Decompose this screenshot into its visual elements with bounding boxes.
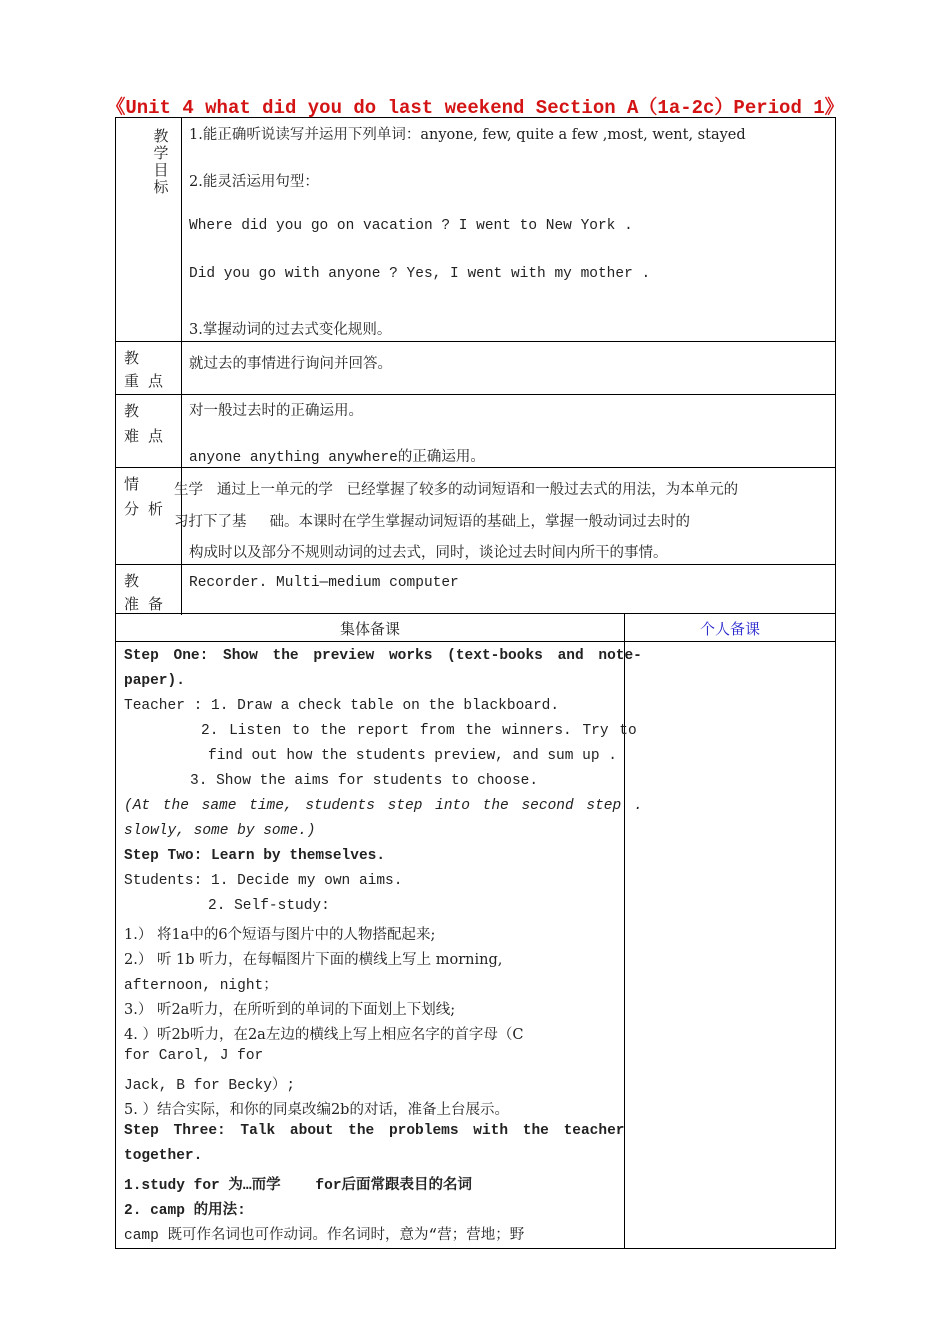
analysis-line-3: 构成时以及部分不规则动词的过去式，同时，谈论过去时间内所干的事情。	[189, 545, 668, 561]
teacher-step-2: 2. Listen to the report from the winners. Try to	[201, 723, 637, 739]
focus-text: 就过去的事情进行询问并回答。	[189, 356, 392, 372]
analysis-line-1: 生学 通过上一单元的学 已经掌握了较多的动词短语和一般过去式的用法，为本单元的	[174, 482, 739, 498]
lesson-info-table	[115, 117, 836, 614]
objectives-line-1: 1.能正确听说读写并运用下列单词：anyone, few, quite a few ,most, went, stayed	[189, 127, 746, 143]
analysis-row	[116, 468, 835, 565]
focus-label-bottom: 重点	[124, 372, 173, 390]
analysis-line-2: 习打下了基 础。本课时在学生掌握动词短语的基础上，掌握一般动词过去时的	[174, 514, 691, 530]
objectives-line-3: Where did you go on vacation ? I went to New York .	[189, 218, 633, 234]
self-study-4-cont-2: Jack, B for Becky）;	[124, 1078, 296, 1094]
point-2: 2. camp 的用法:	[124, 1203, 246, 1219]
teacher-step-3: 3. Show the aims for students to choose.	[190, 773, 539, 789]
objectives-label: 教学目标	[153, 127, 169, 196]
preparation-label-bottom: 准备	[124, 595, 173, 613]
analysis-label-bottom: 分析	[124, 500, 173, 518]
step-note-cont: slowly, some by some.)	[124, 823, 316, 839]
plan-header-row	[116, 614, 835, 642]
objectives-line-5: 3.掌握动词的过去式变化规则。	[189, 322, 392, 338]
difficulty-label-top: 教	[124, 402, 140, 420]
difficulty-label-bottom: 难点	[124, 427, 173, 445]
self-study-4-cont: for Carol, J for	[124, 1048, 264, 1064]
focus-label-top: 教	[124, 349, 140, 367]
preparation-label-top: 教	[124, 572, 140, 590]
step-three-title: Step Three: Talk about the problems with the teacher	[124, 1123, 625, 1139]
step-three-title-cont: together.	[124, 1148, 203, 1164]
column-divider	[624, 614, 625, 1248]
self-study-1: 1.） 将1a中的6个短语与图片中的人物搭配起来;	[124, 927, 436, 943]
preparation-row	[116, 565, 835, 615]
objectives-line-4: Did you go with anyone ? Yes, I went with my mother .	[189, 266, 651, 282]
personal-header: 个人备课	[699, 620, 760, 638]
self-study-2: 2.） 听 1b 听力，在每幅图片下面的横线上写上 morning,	[124, 952, 503, 968]
difficulty-row	[116, 395, 835, 468]
analysis-label-top: 情	[124, 475, 140, 493]
teacher-step-2-cont: find out how the students preview, and sum up .	[208, 748, 617, 764]
step-one-title-cont: paper).	[124, 673, 185, 689]
difficulty-line-1: 对一般过去时的正确运用。	[189, 403, 363, 419]
difficulty-line-2: anyone anything anywhere的正确运用。	[189, 450, 485, 466]
document-title: 《Unit 4 what did you do last weekend Section A（1a-2c）Period 1》	[106, 97, 844, 119]
self-study-4: 4. ）听2b听力，在2a左边的横线上写上相应名字的首字母（C	[124, 1027, 524, 1043]
students-step-2: 2. Self-study:	[208, 898, 330, 914]
lesson-plan-table	[115, 614, 836, 1249]
preparation-text: Recorder. Multi—medium computer	[189, 575, 459, 591]
students-step-1: Students: 1. Decide my own aims.	[124, 873, 403, 889]
objectives-row	[116, 118, 835, 342]
step-one-title: Step One: Show the preview works (text-books and note-	[124, 648, 642, 664]
step-note: (At the same time, students step into the second step .	[124, 798, 643, 814]
self-study-3: 3.） 听2a听力，在所听到的单词的下面划上下划线;	[124, 1002, 456, 1018]
self-study-5: 5. ）结合实际，和你的同桌改编2b的对话，准备上台展示。	[124, 1102, 509, 1118]
collective-header: 集体备课	[339, 620, 400, 638]
objectives-line-2: 2.能灵活运用句型：	[189, 174, 319, 190]
self-study-2-cont: afternoon, night；	[124, 978, 278, 994]
focus-row	[116, 342, 835, 395]
point-2-text: camp 既可作名词也可作动词。作名词时，意为“营；营地；野	[124, 1228, 525, 1244]
point-1: 1.study for 为…而学 for后面常跟表目的名词	[124, 1178, 473, 1194]
teacher-step-1: Teacher : 1. Draw a check table on the blackboard.	[124, 698, 560, 714]
step-two-title: Step Two: Learn by themselves.	[124, 848, 386, 864]
